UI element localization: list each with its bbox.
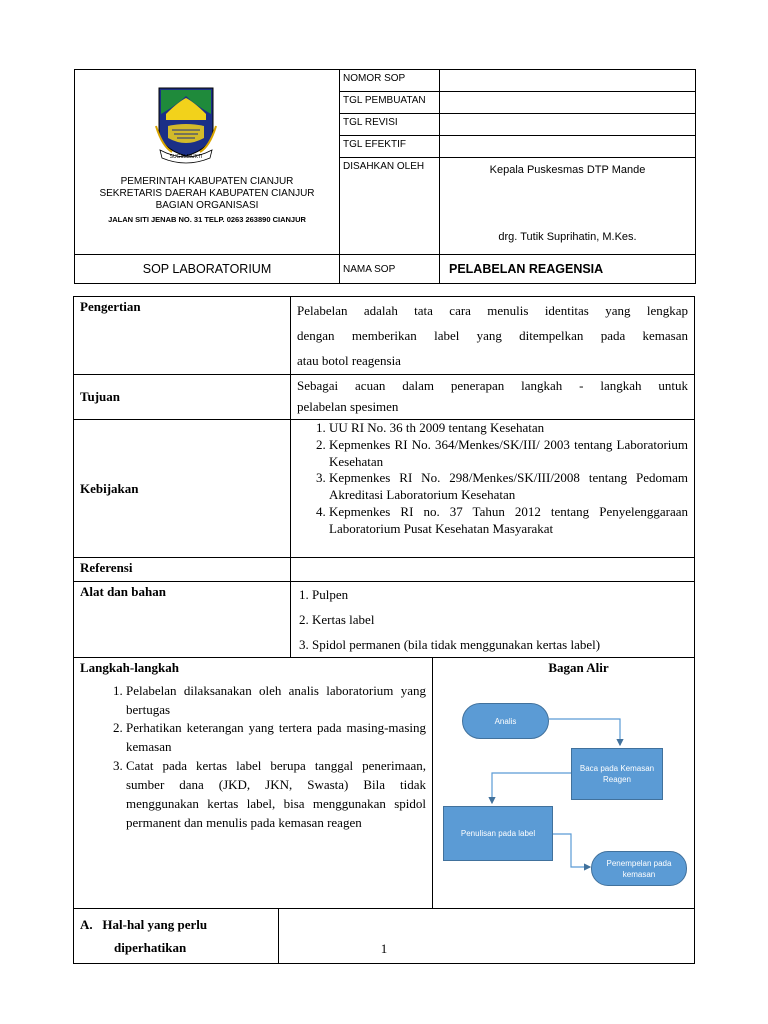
tgl-revisi-label: TGL REVISI — [340, 114, 440, 136]
flow-node-penempelan: Penempelan pada kemasan — [591, 851, 687, 886]
sop-body-table — [73, 296, 695, 964]
sop-title: SOP LABORATORIUM — [75, 255, 340, 284]
tujuan-label: Tujuan — [74, 375, 291, 420]
hal-perlu-line: A. Hal-hal yang perlu — [80, 917, 208, 932]
flow-node-penulisan-label: Penulisan pada label — [443, 806, 553, 861]
bagan-alir-cell — [433, 658, 695, 909]
referensi-content — [291, 558, 695, 582]
alat-item: 3. Spidol permanen (bila tidak menggunakan kertas label) — [299, 637, 601, 652]
org-line-1: PEMERINTAH KABUPATEN CIANJUR — [120, 176, 294, 187]
kebijakan-item: 4. Kepmenkes RI no. 37 Tahun 2012 tentang Penyelenggaraan Laboratorium Pusat Kesehatan Masyarakat — [329, 504, 688, 538]
org-identity-cell — [75, 70, 340, 255]
pengertian-label: Pengertian — [74, 297, 291, 375]
pengertian-line: Pelabelan adalah tata cara menulis identitas yang lengkap — [297, 303, 689, 318]
pengertian-line: atau botol reagensia — [297, 353, 401, 368]
org-line-3: BAGIAN ORGANISASI — [155, 200, 259, 211]
kebijakan-content — [291, 420, 695, 558]
referensi-label: Referensi — [74, 558, 291, 582]
kebijakan-label: Kebijakan — [74, 420, 291, 558]
alat-bahan-label: Alat dan bahan — [74, 582, 291, 658]
tujuan-line: Sebagai acuan dalam penerapan langkah - langkah untuk — [297, 378, 689, 393]
pengertian-content — [291, 297, 695, 375]
org-address: JALAN SITI JENAB NO. 31 TELP. 0263 263890 CIANJUR — [108, 215, 306, 224]
langkah-item: 2. Perhatikan keterangan yang tertera pada masing-masing kemasan — [126, 719, 426, 756]
tgl-revisi-value — [440, 114, 696, 136]
tujuan-line: pelabelan spesimen — [297, 399, 399, 414]
flow-arrow-1 — [549, 719, 620, 745]
tgl-pembuatan-label: TGL PEMBUATAN — [340, 92, 440, 114]
alat-bahan-content — [291, 582, 695, 658]
pengertian-line: dengan memberikan label yang ditempelkan pada kemasan — [297, 328, 689, 343]
langkah-item: 3. Catat pada kertas label berupa tanggal penerimaan, sumber dana (JKD, JKN, Swasta) Bila tidak menggunakan kertas label, bisa menggunakan spidol permanent dan menulis pada kemasan reagen — [126, 756, 426, 832]
langkah-cell — [74, 658, 433, 909]
approver-title: Kepala Puskesmas DTP Mande — [489, 164, 646, 176]
disahkan-oleh-label: DISAHKAN OLEH — [340, 158, 440, 255]
langkah-label: Langkah-langkah — [80, 660, 179, 675]
approver-name: drg. Tutik Suprihatin, M.Kes. — [498, 231, 637, 243]
kebijakan-item: 2. Kepmenkes RI No. 364/Menkes/SK/III/ 2003 tentang Laboratorium Kesehatan — [329, 437, 688, 471]
org-line-2: SEKRETARIS DAERAH KABUPATEN CIANJUR — [99, 188, 315, 199]
sop-header-table — [74, 69, 696, 284]
kebijakan-item: 1. UU RI No. 36 th 2009 tentang Kesehatan — [329, 420, 688, 437]
flow-node-analis: Analis — [462, 703, 549, 739]
approval-cell — [440, 158, 696, 255]
alat-item: 1. Pulpen — [299, 587, 349, 602]
kebijakan-list — [291, 420, 694, 538]
tgl-pembuatan-value — [440, 92, 696, 114]
nomor-sop-label: NOMOR SOP — [340, 70, 440, 92]
page-number: 1 — [380, 941, 388, 956]
langkah-item: 1. Pelabelan dilaksanakan oleh analis laboratorium yang bertugas — [126, 682, 426, 719]
hal-perlu-line: diperhatikan — [114, 940, 187, 955]
nomor-sop-value — [440, 70, 696, 92]
bagan-alir-label: Bagan Alir — [548, 660, 609, 675]
tgl-efektif-label: TGL EFEKTIF — [340, 136, 440, 158]
emblem-motto: SUGIH MUKTI — [169, 154, 203, 160]
flow-node-baca-kemasan: Baca pada Kemasan Reagen — [571, 748, 663, 800]
flow-arrow-2 — [492, 773, 571, 803]
tujuan-content — [291, 375, 695, 420]
nama-sop-label: NAMA SOP — [340, 255, 440, 284]
alat-item: 2. Kertas label — [299, 612, 375, 627]
kebijakan-item: 3. Kepmenkes RI No. 298/Menkes/SK/III/2008 tentang Pedomam Akreditasi Laboratorium Kesehatan — [329, 470, 688, 504]
flow-arrow-3 — [553, 834, 590, 867]
langkah-list — [74, 682, 432, 832]
tgl-efektif-value — [440, 136, 696, 158]
nama-sop-value: PELABELAN REAGENSIA — [440, 255, 696, 284]
